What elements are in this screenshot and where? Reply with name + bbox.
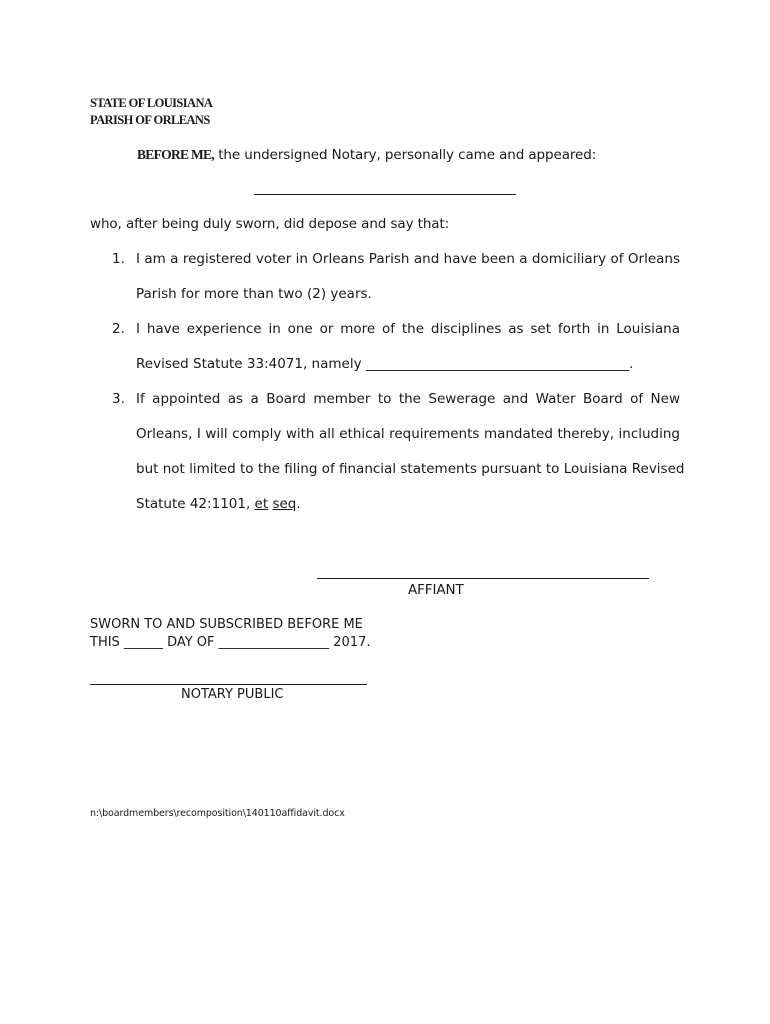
state-heading: STATE OF LOUISIANA <box>90 96 213 110</box>
item-line: I am a registered voter in Orleans Parish and have been a domiciliary of Orleans <box>136 251 680 267</box>
affiant-label: AFFIANT <box>408 582 464 598</box>
seq-text: seq <box>272 496 297 512</box>
parish-heading: PARISH OF ORLEANS <box>90 113 210 127</box>
intro-rest: the undersigned Notary, personally came and appeared: <box>214 147 597 163</box>
statute-prefix: Statute 42:1101, <box>136 496 255 512</box>
item-line: Parish for more than two (2) years. <box>136 286 372 302</box>
item-line: If appointed as a Board member to the Sewerage and Water Board of New <box>136 391 680 407</box>
notary-label: NOTARY PUBLIC <box>181 687 284 702</box>
item-number: 3. <box>112 391 125 407</box>
appearer-name-blank[interactable] <box>254 194 516 195</box>
item-line: Orleans, I will comply with all ethical requirements mandated thereby, including <box>136 426 680 442</box>
notary-signature-line[interactable] <box>90 684 367 685</box>
item-number: 1. <box>112 251 125 267</box>
intro-bold-lead: BEFORE ME, <box>137 147 215 162</box>
sworn-line-2[interactable]: THIS ______ DAY OF _________________ 2017. <box>90 635 371 650</box>
item-line: but not limited to the filing of financial statements pursuant to Louisiana Revised <box>136 461 685 477</box>
et-text: et <box>254 496 269 512</box>
deposition-statement: who, after being duly sworn, did depose and say that: <box>90 216 450 232</box>
item-line <box>136 496 680 512</box>
statute-suffix: . <box>296 496 301 512</box>
item-line: I have experience in one or more of the disciplines as set forth in Louisiana <box>136 321 680 337</box>
sworn-line-1: SWORN TO AND SUBSCRIBED BEFORE ME <box>90 617 363 632</box>
intro-paragraph <box>137 147 596 163</box>
item-line-namely-blank[interactable]: Revised Statute 33:4071, namely _______________________________________. <box>136 356 634 372</box>
item-number: 2. <box>112 321 125 337</box>
file-path-footer: n:\boardmembers\recomposition\140110affidavit.docx <box>90 808 345 819</box>
affiant-signature-line[interactable] <box>317 578 649 579</box>
